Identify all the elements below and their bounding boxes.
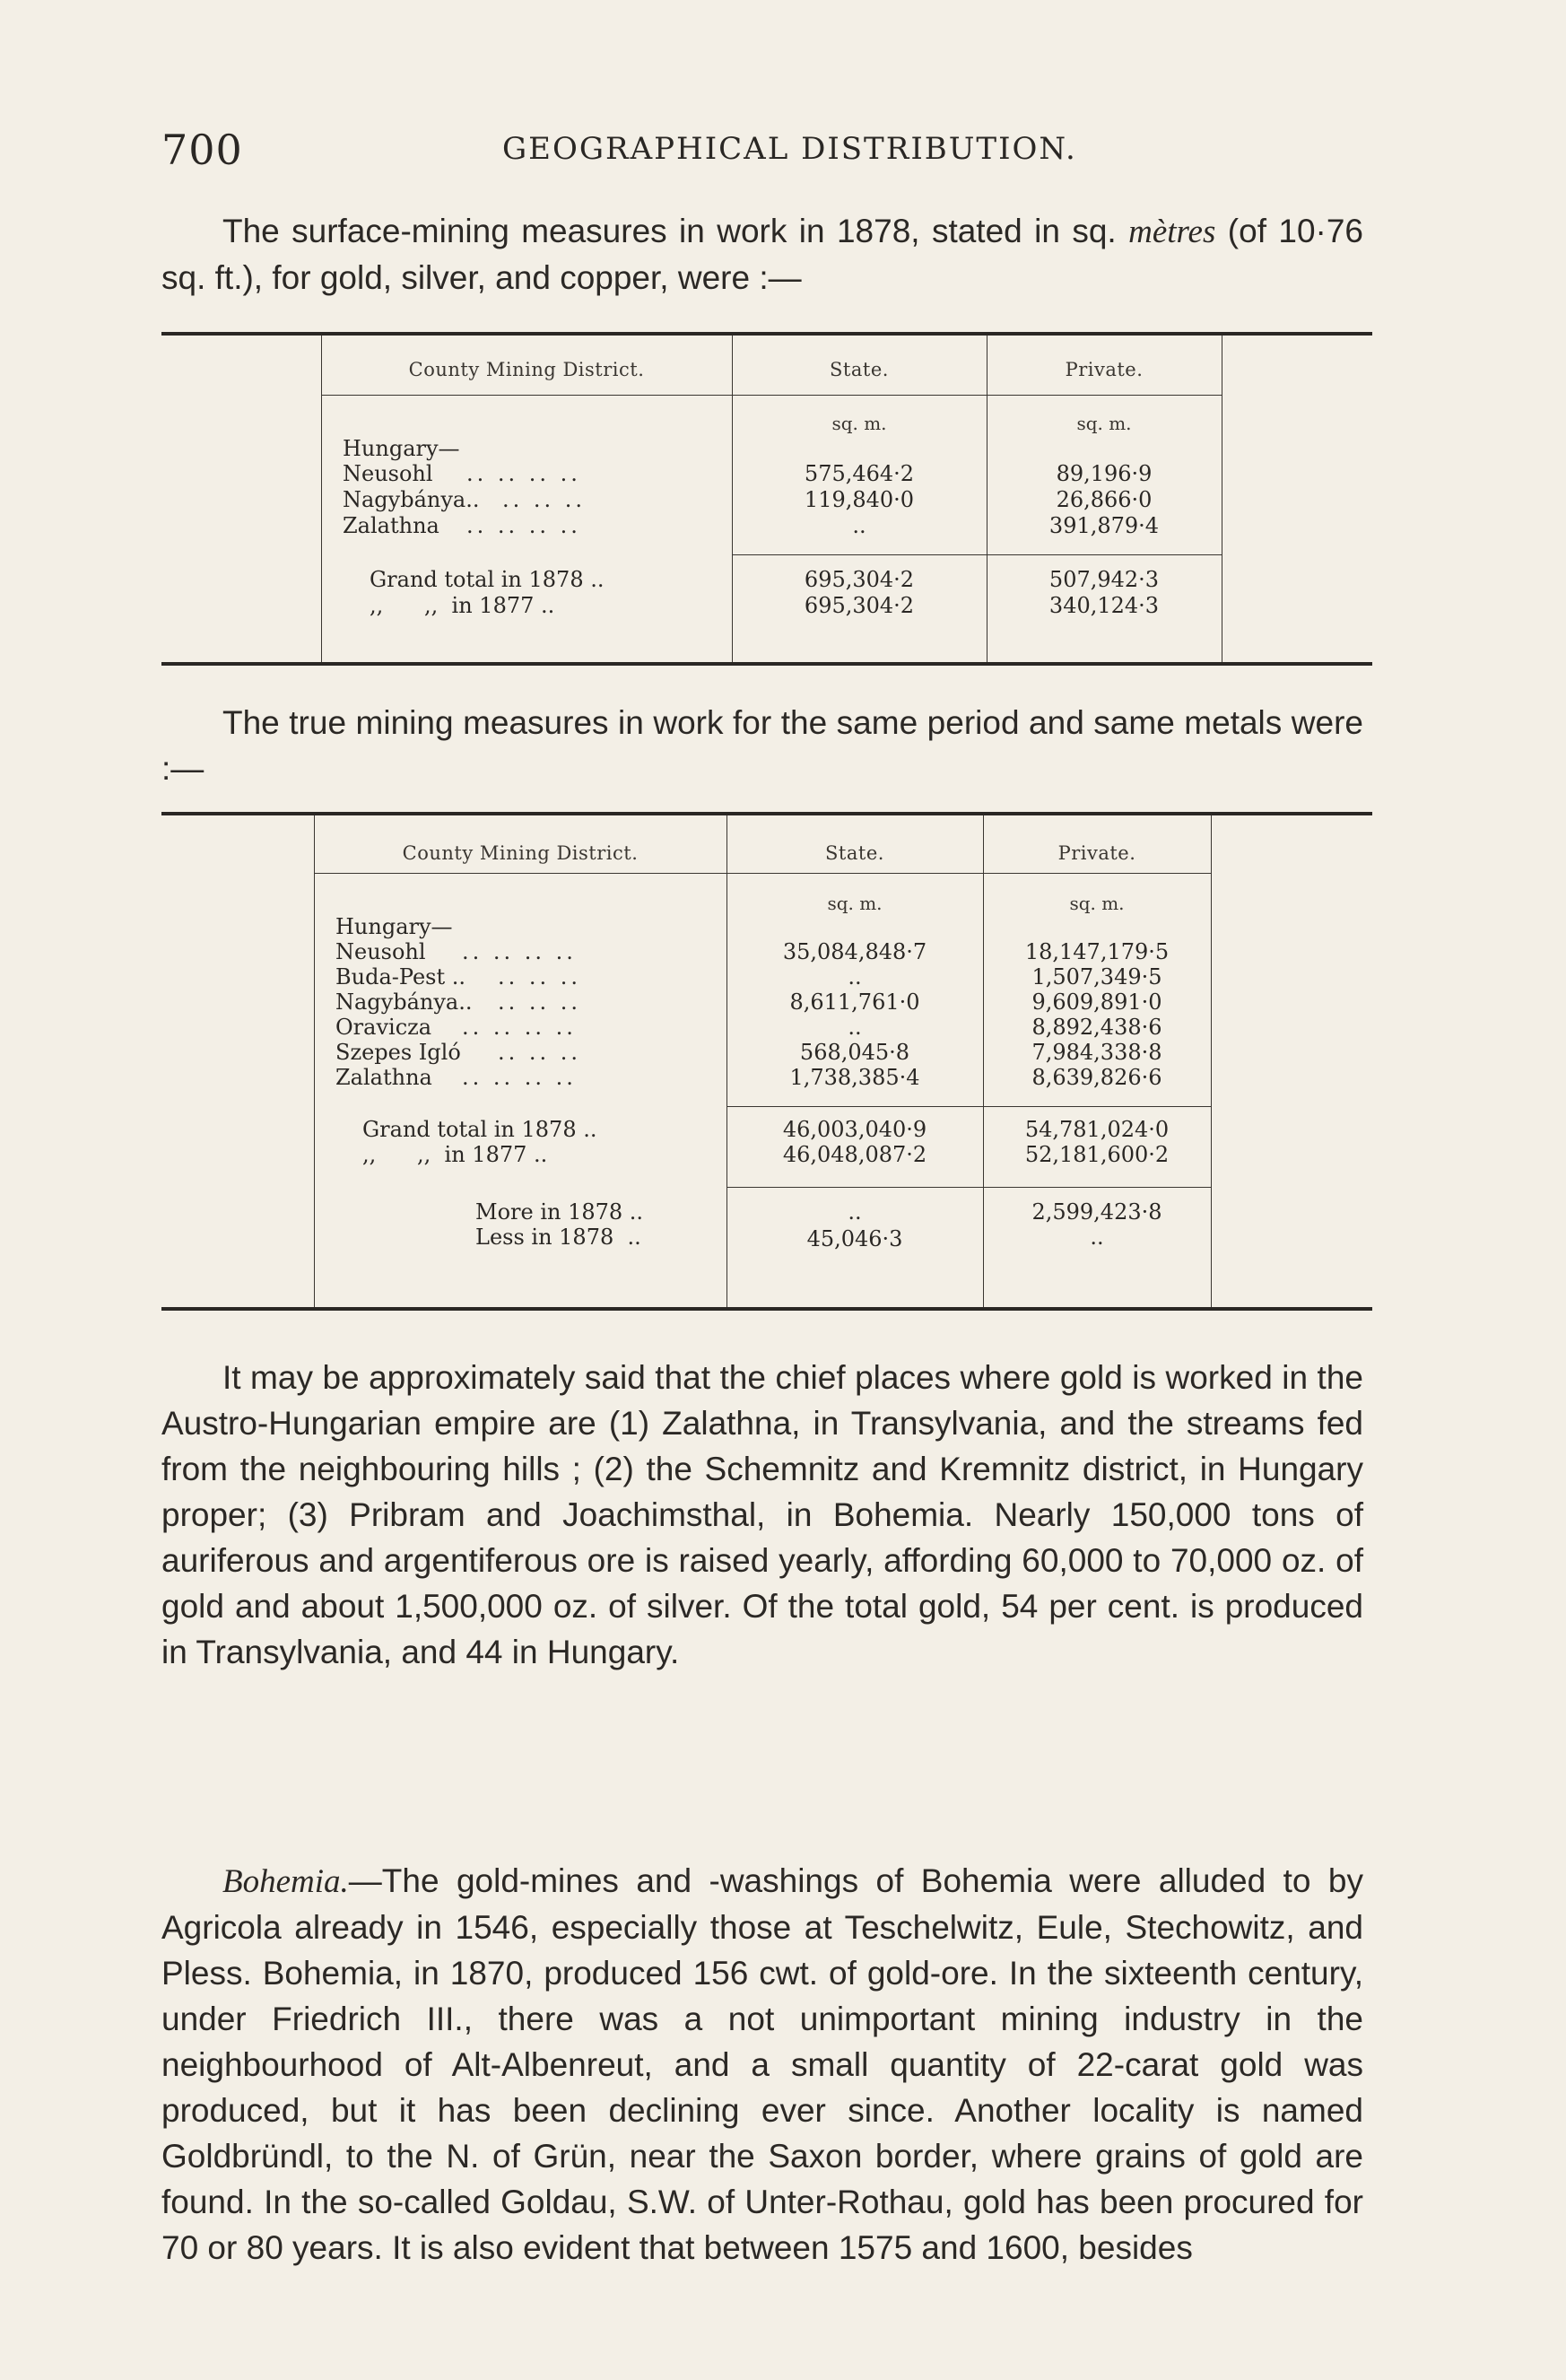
table-cell-state: 35,084,848·7 bbox=[782, 939, 927, 964]
header-state: State. bbox=[830, 359, 889, 380]
table-bottom-rule bbox=[161, 662, 1372, 666]
table-top-rule bbox=[161, 812, 1372, 815]
unit-state: sq. m. bbox=[827, 893, 883, 914]
more-in-1878-label: More in 1878 .. bbox=[475, 1199, 644, 1225]
table-cell-state: 8,611,761·0 bbox=[789, 989, 920, 1015]
group-label: Hungary— bbox=[343, 436, 460, 461]
table-cell-state: 119,840·0 bbox=[804, 487, 915, 512]
unit-state: sq. m. bbox=[831, 413, 887, 434]
table-cell-private: 89,196·9 bbox=[1056, 461, 1153, 486]
true-mining-table: County Mining District. State. Private. sq. m. sq. m. Hungary— Neusohl .. .. .. .. 35,084,848·7 18,147,179·5 Buda-Pest .. .. .. .. .. 1,507,349·5 Nagybánya.. .. .. .. 8,611,761·0 9,609,891·0 Oravicza .. .. .. .. .. 8,892,438·6 Szepes Igló .. .. .. 568,045·8 7,984,338·8 Zalathna .. .. .. .. 1,738,385·4 8,639,826·6 Grand total in 1878 .. 46,003,040·9 54,781,024·0 ,, ,, in 1877 .. 46,048,087·2 52,181,600·2 More in 1878 .. .. 2,599,423·8 Less in 1878 .. 45,046·3 .. bbox=[161, 812, 1372, 1314]
table-cell-state: 575,464·2 bbox=[804, 461, 915, 486]
table-cell-state: 695,304·2 bbox=[804, 593, 915, 618]
page-number: 700 bbox=[161, 126, 243, 174]
table-cell-state: 46,048,087·2 bbox=[782, 1142, 927, 1167]
table-cell-state: .. bbox=[848, 1015, 862, 1040]
table-cell-state: .. bbox=[852, 513, 866, 538]
table-cell-private: 8,639,826·6 bbox=[1031, 1065, 1162, 1090]
table-cell-state: .. bbox=[848, 964, 862, 989]
running-title: GEOGRAPHICAL DISTRIBUTION. bbox=[502, 131, 1077, 167]
table-cell-private: 54,781,024·0 bbox=[1024, 1117, 1170, 1142]
table-cell-state: 695,304·2 bbox=[804, 567, 915, 592]
table-bottom-rule bbox=[161, 1307, 1372, 1311]
table-row-district: Nagybánya.. bbox=[335, 989, 473, 1015]
header-district: County Mining District. bbox=[408, 359, 645, 380]
table-cell-state: 1,738,385·4 bbox=[789, 1065, 920, 1090]
intro-surface-paragraph: The surface-mining measures in work in 1878, stated in sq. mètres (of 10·76 sq. ft.), for gold, silver, and copper, were :— bbox=[161, 213, 1363, 296]
header-private: Private. bbox=[1065, 359, 1144, 380]
table-row-district: Nagybánya.. bbox=[343, 487, 480, 512]
body-paragraph-bohemia: Bohemia.—The gold-mines and -washings of Bohemia were alluded to by Agricola already in 1546, especially those at Teschelwitz, Eule, Stechowitz, and Pless. Bohemia, in 1870, produced 156 cwt. of gold-ore. In the sixteenth century, under Friedrich III., there was a not unimportant mining industry in the neighbourhood of Alt-Albenreut, and a small quantity of 22-carat gold was produced, but it has been declining ever since. Another locality is named Goldbründl, to the N. of Grün, near the Saxon border, where grains of gold are found. In the so-called Goldau, S.W. of Unter-Rothau, gold has been procured for 70 or 80 years. It is also evident that between 1575 and 1600, besides bbox=[161, 1862, 1363, 2266]
table-row-district: Szepes Igló bbox=[335, 1040, 461, 1065]
header-state: State. bbox=[825, 842, 884, 864]
table-cell-private: 391,879·4 bbox=[1048, 513, 1160, 538]
grand-total-1877-label: ,, ,, in 1877 .. bbox=[362, 1142, 548, 1167]
grand-total-1878-label: Grand total in 1878 .. bbox=[362, 1117, 597, 1142]
header-private: Private. bbox=[1057, 842, 1136, 864]
table-cell-state: 46,003,040·9 bbox=[782, 1117, 927, 1142]
less-in-1878-label: Less in 1878 .. bbox=[475, 1225, 641, 1250]
bohemia-italic-heading: Bohemia. bbox=[222, 1863, 349, 1900]
table-top-rule bbox=[161, 332, 1372, 336]
intro-true-paragraph: The true mining measures in work for the same period and same metals were :— bbox=[161, 704, 1363, 787]
metres-italic: mètres bbox=[1128, 214, 1216, 250]
body-paragraph-gold-places: It may be approximately said that the chief places where gold is worked in the Austro-Hungarian empire are (1) Zalathna, in Transylvania, and the streams fed from the neighbouring hills ; (2) the Schemnitz and Kremnitz district, in Hungary proper; (3) Pribram and Joachimsthal, in Bohemia. Nearly 150,000 tons of auriferous and argentiferous ore is raised yearly, affording 60,000 to 70,000 oz. of gold and about 1,500,000 oz. of silver. Of the total gold, 54 per cent. is produced in Transylvania, and 44 in Hungary. bbox=[161, 1359, 1363, 1670]
table-row-district: Buda-Pest .. bbox=[335, 964, 465, 989]
grand-total-1877-label: ,, ,, in 1877 .. bbox=[370, 593, 555, 618]
table-cell-private: 340,124·3 bbox=[1048, 593, 1160, 618]
table-cell-private: 18,147,179·5 bbox=[1024, 939, 1170, 964]
unit-private: sq. m. bbox=[1076, 413, 1132, 434]
table-cell-private: 7,984,338·8 bbox=[1031, 1040, 1162, 1065]
table-cell-private: 507,942·3 bbox=[1048, 567, 1160, 592]
table-cell-private: 8,892,438·6 bbox=[1031, 1015, 1162, 1040]
table-cell-private: 2,599,423·8 bbox=[1031, 1199, 1162, 1225]
surface-mining-table: County Mining District. State. Private. sq. m. sq. m. Hungary— Neusohl .. .. .. .. 575,464·2 89,196·9 Nagybánya.. .. .. .. 119,840·0 26,866·0 Zalathna .. .. .. .. .. 391,879·4 Grand total in 1878 .. 695,304·2 507,942·3 ,, ,, in 1877 .. 695,304·2 340,124·3 bbox=[161, 332, 1372, 673]
table-cell-private: 26,866·0 bbox=[1056, 487, 1153, 512]
grand-total-1878-label: Grand total in 1878 .. bbox=[370, 567, 605, 592]
group-label: Hungary— bbox=[335, 914, 453, 939]
unit-private: sq. m. bbox=[1069, 893, 1125, 914]
table-cell-private: 9,609,891·0 bbox=[1031, 989, 1162, 1015]
table-cell-private: .. bbox=[1090, 1225, 1104, 1250]
page-header bbox=[161, 126, 1417, 176]
table-row-district: Zalathna bbox=[335, 1065, 432, 1090]
table-row-district: Neusohl bbox=[335, 939, 426, 964]
table-cell-state: .. bbox=[848, 1199, 862, 1225]
table-row-district: Zalathna bbox=[343, 513, 439, 538]
table-cell-state: 45,046·3 bbox=[806, 1226, 903, 1251]
table-row-district: Oravicza bbox=[335, 1015, 432, 1040]
table-cell-private: 1,507,349·5 bbox=[1031, 964, 1162, 989]
table-cell-state: 568,045·8 bbox=[799, 1040, 910, 1065]
table-row-district: Neusohl bbox=[343, 461, 433, 486]
header-district: County Mining District. bbox=[402, 842, 639, 864]
table-cell-private: 52,181,600·2 bbox=[1024, 1142, 1170, 1167]
